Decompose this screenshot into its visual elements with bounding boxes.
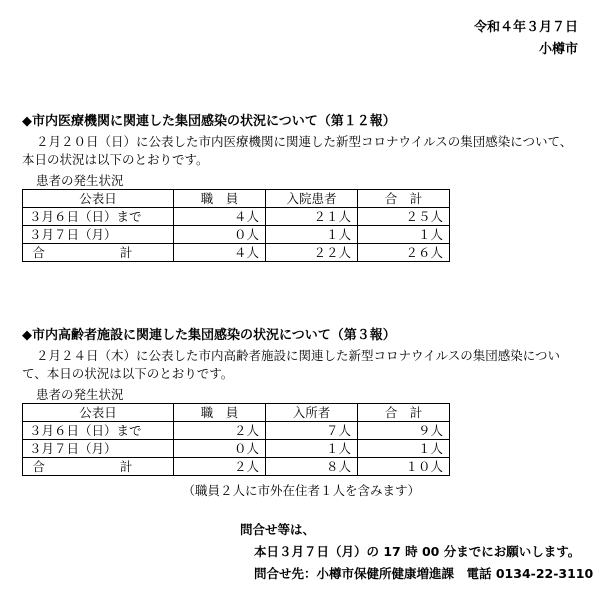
contact-office: 問合せ先：小樽市保健所健康増進課 電話 0134-22-3110 (254, 566, 594, 581)
table-cell: ０人 (174, 440, 266, 458)
section-1-paragraph-line-2: 本日の状況は以下のとおりです。 (22, 152, 209, 167)
section-1-table-caption: 患者の発生状況 (36, 173, 124, 188)
table-row (23, 226, 450, 244)
table-cell: １０人 (358, 458, 450, 476)
document-date: 令和４年３月７日 (473, 20, 578, 35)
table-cell: １人 (358, 226, 450, 244)
table-cell: 合 計 (23, 458, 174, 476)
contact-deadline: 本日３月７日（月）の 17 時 00 分までにお願いします。 (254, 544, 581, 559)
column-header: 入所者 (266, 404, 358, 422)
table-cell: ３月６日（日）まで (23, 422, 174, 440)
column-header: 職 員 (174, 190, 266, 208)
table-cell: ２人 (174, 458, 266, 476)
section-2-heading: ◆市内高齢者施設に関連した集団感染の状況について（第３報） (22, 328, 396, 343)
table-cell: ２人 (174, 422, 266, 440)
section-1-table (22, 189, 450, 262)
contact-intro: 問合せ等は、 (240, 522, 316, 537)
table-cell: ２６人 (358, 244, 450, 262)
column-header: 合 計 (358, 190, 450, 208)
column-header: 公表日 (23, 190, 174, 208)
column-header: 入院患者 (266, 190, 358, 208)
table-row (23, 440, 450, 458)
table-cell: ２１人 (266, 208, 358, 226)
column-header: 公表日 (23, 404, 174, 422)
table-cell: ３月７日（月） (23, 226, 174, 244)
table-cell: ０人 (174, 226, 266, 244)
column-header: 合 計 (358, 404, 450, 422)
table-cell: ２２人 (266, 244, 358, 262)
issuing-organization: 小樽市 (538, 42, 578, 57)
table-total-row (23, 458, 450, 476)
table-row (23, 422, 450, 440)
table-cell: 合 計 (23, 244, 174, 262)
section-2-paragraph-line-1: ２月２４日（木）に公表した市内高齢者施設に関連した新型コロナウイルスの集団感染につい (36, 348, 561, 363)
table-cell: ２５人 (358, 208, 450, 226)
table-header-row (23, 190, 450, 208)
table-cell: ９人 (358, 422, 450, 440)
table-cell: ７人 (266, 422, 358, 440)
table-cell: １人 (266, 226, 358, 244)
table-cell: ３月６日（日）まで (23, 208, 174, 226)
column-header: 職 員 (174, 404, 266, 422)
table-cell: １人 (358, 440, 450, 458)
section-2-table (22, 403, 450, 476)
section-2-footnote: （職員２人に市外在住者１人を含みます） (182, 483, 420, 498)
table-cell: ３月７日（月） (23, 440, 174, 458)
section-1-paragraph-line-1: ２月２０日（日）に公表した市内医療機関に関連した新型コロナウイルスの集団感染について、 (36, 134, 573, 149)
table-cell: ４人 (174, 244, 266, 262)
table-cell: ８人 (266, 458, 358, 476)
table-cell: ４人 (174, 208, 266, 226)
table-header-row (23, 404, 450, 422)
table-cell: １人 (266, 440, 358, 458)
section-1-heading: ◆市内医療機関に関連した集団感染の状況について（第１２報） (22, 114, 396, 129)
section-2-paragraph-line-2: て、本日の状況は以下のとおりです。 (22, 366, 234, 381)
section-2-table-caption: 患者の発生状況 (36, 387, 124, 402)
table-row (23, 208, 450, 226)
table-total-row (23, 244, 450, 262)
